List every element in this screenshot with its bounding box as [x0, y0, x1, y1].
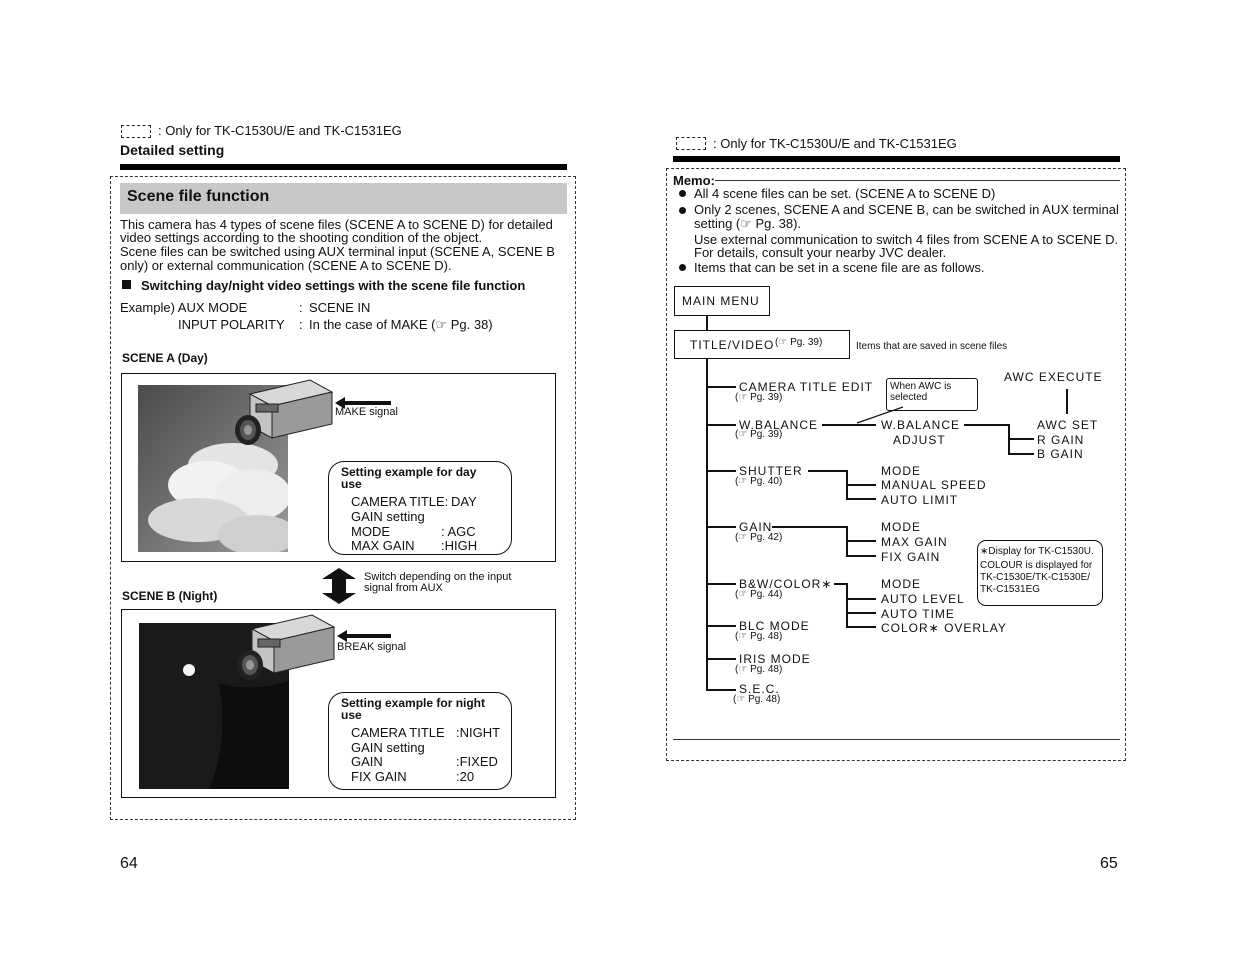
awc-set-item: AWC SET	[1037, 418, 1099, 432]
gain-sub-branch	[846, 555, 876, 557]
bw-sub-item: AUTO TIME	[881, 607, 955, 621]
memo-line: Items that can be set in a scene file are as follows.	[694, 260, 985, 275]
memo-bullet	[679, 190, 686, 197]
gain-item: GAIN	[739, 520, 773, 534]
wbalance-item: W.BALANCE	[739, 418, 819, 432]
camera-title-edit-item: CAMERA TITLE EDIT	[739, 380, 874, 394]
example-label: Example) AUX MODE	[120, 300, 248, 315]
shutter-sub-item: AUTO LIMIT	[881, 493, 959, 507]
switch-double-arrow-icon	[322, 568, 356, 604]
sec-ref: (☞ Pg. 48)	[733, 694, 781, 705]
night-box-title-2: use	[341, 708, 362, 722]
tree-spine	[706, 358, 708, 690]
night-row-value: :FIXED	[456, 754, 498, 769]
legend-text-right: : Only for TK-C1530U/E and TK-C1531EG	[713, 136, 957, 151]
gain-ref: (☞ Pg. 42)	[735, 532, 783, 543]
branch-iris	[706, 658, 736, 660]
memo-line: For details, consult your nearby JVC dealer.	[694, 245, 947, 260]
day-row-value: DAY	[451, 494, 477, 509]
bw-sub-branch	[846, 598, 876, 600]
wb-sub-branch	[1008, 438, 1034, 440]
gain-sub-item: MODE	[881, 520, 921, 534]
scene-a-title: SCENE A (Day)	[122, 351, 208, 365]
legend-text-left: : Only for TK-C1530U/E and TK-C1531EG	[158, 123, 402, 138]
dashed-legend-box-left	[121, 125, 151, 138]
night-row-label: FIX GAIN	[351, 769, 407, 784]
bw-sub-item: MODE	[881, 577, 921, 591]
switch-note-2: signal from AUX	[364, 582, 443, 594]
example-colon-1: :	[299, 300, 303, 315]
scene-b-title: SCENE B (Night)	[122, 589, 218, 603]
title-video-ref: (☞ Pg. 39)	[775, 337, 823, 348]
branch-wbalance	[706, 424, 736, 426]
make-signal-label: MAKE signal	[335, 406, 398, 418]
memo-line: setting (☞ Pg. 38).	[694, 216, 802, 231]
page-header: Detailed setting	[120, 142, 225, 158]
shutter-sub-branch	[846, 484, 876, 486]
page-number-right: 65	[1100, 855, 1118, 872]
intro-line-2: video settings according to the shooting condition of the object.	[120, 230, 483, 245]
iris-ref: (☞ Pg. 48)	[735, 664, 783, 675]
day-row-label: GAIN setting	[351, 509, 425, 524]
intro-line-3: Scene files can be switched using AUX terminal input (SCENE A, SCENE B	[120, 244, 555, 259]
sub-heading: Switching day/night video settings with the scene file function	[141, 278, 526, 293]
memo-line: Only 2 scenes, SCENE A and SCENE B, can be switched in AUX terminal	[694, 202, 1119, 217]
memo-rule	[715, 180, 1120, 181]
bw-sub-spine	[846, 583, 848, 627]
wbalance-ref: (☞ Pg. 39)	[735, 429, 783, 440]
page-number-left: 64	[120, 855, 138, 872]
bottom-rule-right	[673, 739, 1120, 740]
display-note-line: ∗Display for TK-C1530U.	[980, 546, 1094, 557]
example-label-2: INPUT POLARITY	[178, 317, 285, 332]
memo-bullet	[679, 207, 686, 214]
gain-sub-item: MAX GAIN	[881, 535, 948, 549]
header-rule-right	[673, 156, 1120, 162]
b-gain-item: B GAIN	[1037, 447, 1084, 461]
day-row-label: CAMERA TITLE:	[351, 494, 449, 509]
shutter-sub-branch	[846, 498, 876, 500]
awc-note-line-1: When AWC is	[890, 381, 952, 392]
intro-line-1: This camera has 4 types of scene files (SCENE A to SCENE D) for detailed	[120, 217, 553, 232]
bw-sub-item: AUTO LEVEL	[881, 592, 965, 606]
day-row-value: : AGC	[441, 524, 476, 539]
night-box-title-1: Setting example for night	[341, 696, 486, 710]
example-value-1: SCENE IN	[309, 300, 371, 315]
header-rule-left	[120, 164, 567, 170]
branch-blc	[706, 625, 736, 627]
branch-camera-title	[706, 386, 736, 388]
camera-icon	[230, 613, 340, 685]
switch-note-1: Switch depending on the input	[364, 571, 512, 583]
branch-sec	[706, 689, 736, 691]
branch-gain	[706, 526, 736, 528]
dashed-legend-box-right	[676, 137, 706, 150]
awc-execute-item: AWC EXECUTE	[1004, 370, 1103, 384]
blc-ref: (☞ Pg. 48)	[735, 631, 783, 642]
bw-sub-item: COLOR∗ OVERLAY	[881, 621, 1007, 635]
intro-line-4: only) or external communication (SCENE A to SCENE D).	[120, 258, 452, 273]
bw-color-item: B&W/COLOR∗	[739, 577, 833, 591]
square-bullet	[122, 280, 131, 289]
night-row-value: :NIGHT	[456, 725, 501, 740]
sec-item: S.E.C.	[739, 682, 780, 696]
day-box-title-1: Setting example for day	[341, 465, 477, 479]
bw-connector	[834, 583, 846, 585]
display-note-line: TK-C1531EG	[980, 584, 1041, 595]
memo-bullet	[679, 264, 686, 271]
display-note-line: TK-C1530E/TK-C1530E/	[980, 572, 1091, 583]
iris-mode-item: IRIS MODE	[739, 652, 811, 666]
saved-items-note: Items that are saved in scene files	[856, 341, 1008, 352]
memo-line: Use external communication to switch 4 files from SCENE A to SCENE D.	[694, 232, 1119, 247]
day-row-value: :HIGH	[441, 538, 478, 553]
memo-line: All 4 scene files can be set. (SCENE A to SCENE D)	[694, 186, 996, 201]
camera-title-ref: (☞ Pg. 39)	[735, 392, 783, 403]
bw-sub-branch	[846, 626, 876, 628]
title-video-label: TITLE/VIDEO	[690, 338, 775, 352]
bw-sub-branch	[846, 612, 876, 614]
night-row-label: CAMERA TITLE	[351, 725, 445, 740]
r-gain-item: R GAIN	[1037, 433, 1085, 447]
shutter-sub-item: MODE	[881, 464, 921, 478]
branch-shutter	[706, 470, 736, 472]
gain-sub-item: FIX GAIN	[881, 550, 941, 564]
display-note-line: COLOUR is displayed for	[980, 560, 1093, 571]
bw-color-ref: (☞ Pg. 44)	[735, 589, 783, 600]
wbalance-adjust-line-1: W.BALANCE	[881, 418, 961, 432]
tree-line	[706, 315, 708, 330]
night-row-value: :20	[456, 769, 475, 784]
shutter-sub-item: MANUAL SPEED	[881, 478, 987, 492]
gain-connector	[772, 526, 846, 528]
example-value-2: In the case of MAKE (☞ Pg. 38)	[309, 317, 493, 332]
break-signal-label: BREAK signal	[337, 641, 407, 653]
shutter-connector	[808, 470, 846, 472]
awc-note-line-2: selected	[890, 392, 928, 403]
section-title: Scene file function	[127, 188, 270, 205]
wb-adjust-connector	[964, 424, 1008, 426]
example-colon-2: :	[299, 317, 303, 332]
blc-mode-item: BLC MODE	[739, 619, 810, 633]
day-row-label: MODE	[351, 524, 390, 539]
shutter-item: SHUTTER	[739, 464, 803, 478]
wbalance-adjust-line-2: ADJUST	[893, 433, 946, 447]
day-row-label: MAX GAIN	[351, 538, 415, 553]
camera-icon	[228, 378, 338, 450]
gain-sub-branch	[846, 540, 876, 542]
wb-sub-branch	[1008, 453, 1034, 455]
day-box-title-2: use	[341, 477, 362, 491]
night-row-label: GAIN	[351, 754, 383, 769]
memo-title: Memo:	[673, 173, 715, 188]
awc-execute-line	[1066, 389, 1068, 414]
night-row-label: GAIN setting	[351, 740, 425, 755]
main-menu-label: MAIN MENU	[682, 294, 760, 308]
wbalance-connector	[822, 424, 876, 426]
shutter-ref: (☞ Pg. 40)	[735, 476, 783, 487]
branch-bw-color	[706, 583, 736, 585]
